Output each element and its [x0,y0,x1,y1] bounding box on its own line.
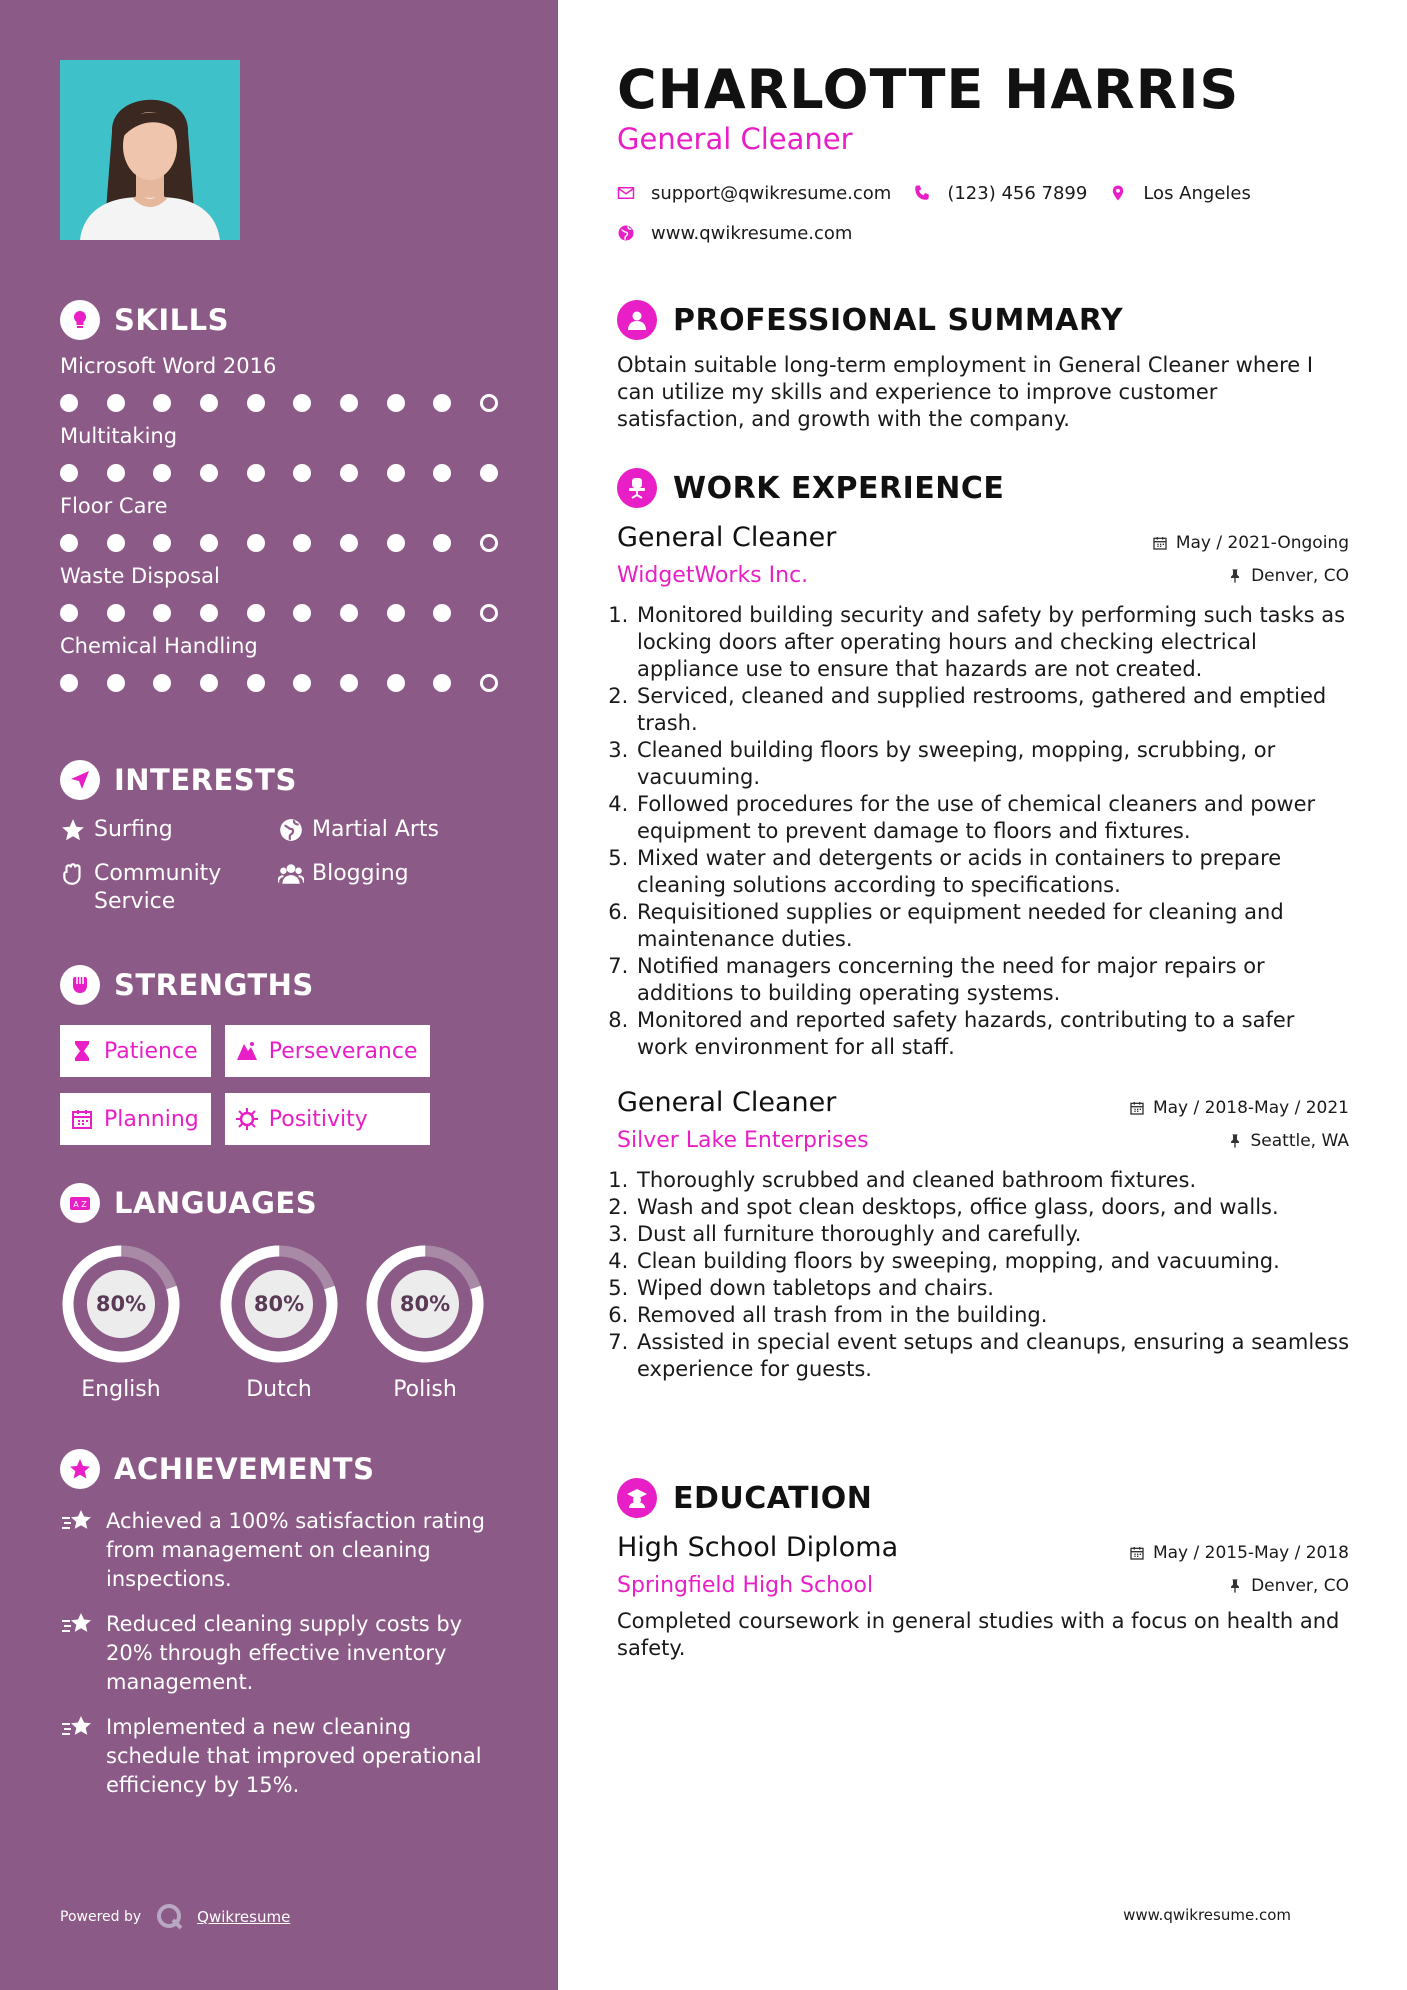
strengths-section [60,963,510,1145]
rating-dot-filled [153,604,171,622]
rating-dot-filled [200,534,218,552]
rating-dot-filled [387,394,405,412]
education-text: Completed coursework in general studies with a focus on health and safety. [617,1609,1340,1660]
rating-dot-filled [433,604,451,622]
duty-item: 8. Monitored and reported safety hazards, contributing to a safer work environment for all staff. [635,1007,1349,1061]
strengths-list [60,1025,510,1145]
achievement-item [60,1713,510,1800]
rating-dot-filled [293,394,311,412]
skill-name: Floor Care [60,494,168,518]
education-location: Denver, CO [1251,1575,1349,1596]
interest-item [60,816,278,844]
pushpin-icon [1227,1133,1243,1149]
skill-name: Waste Disposal [60,564,220,588]
achievement-text: Achieved a 100% satisfaction rating from management on cleaning inspections. [106,1509,485,1591]
duty-item: 6. Removed all trash from in the building. [635,1302,1349,1329]
experience-title: WORK EXPERIENCE [673,470,1005,506]
education-date: May / 2015-May / 2018 [1152,1543,1349,1563]
strength-label: Positivity [268,1106,368,1132]
rating-dot-filled [433,394,451,412]
duty-item: 3. Cleaned building floors by sweeping, mopping, scrubbing, or vacuuming. [635,737,1349,791]
strength-badge [60,1025,211,1077]
calendar-icon [1129,1100,1145,1116]
star-icon [60,817,86,843]
skills-list [60,354,510,692]
languages-title: LANGUAGES [114,1186,318,1220]
rating-dot-filled [60,534,78,552]
language-icon [60,1183,100,1223]
job-entry [617,1087,1349,1383]
job-entry [617,522,1349,1061]
rating-dot-filled [60,674,78,692]
rating-dot-filled [340,534,358,552]
profile-photo [60,60,240,240]
job-title: General Cleaner [617,1087,837,1118]
footer-website[interactable]: www.qwikresume.com [1123,1906,1291,1924]
rating-dot-filled [107,674,125,692]
language-progress-ring [60,1243,182,1365]
calendar-icon [1129,1545,1145,1561]
rating-dot-empty [480,534,498,552]
svg-text:A Z: A Z [73,1200,87,1209]
achievement-item [60,1610,510,1697]
sun-icon [235,1107,259,1131]
interest-label: Surfing [94,817,173,842]
language-name: English [81,1377,161,1402]
sidebar [0,0,558,1990]
location-text: Los Angeles [1143,182,1251,204]
skill-rating [60,674,498,692]
paper-plane-icon [60,760,100,800]
rating-dot-filled [293,604,311,622]
skill-rating [60,464,498,482]
globe-icon [617,224,635,242]
skill-name: Multitaking [60,424,178,448]
rating-dot-filled [153,534,171,552]
pushpin-icon [1227,1578,1243,1594]
skill-name: Chemical Handling [60,634,258,658]
rating-dot-filled [200,674,218,692]
strength-label: Planning [104,1106,199,1132]
star-badge-icon [60,1449,100,1489]
rating-dot-filled [60,394,78,412]
duty-item: 2. Wash and spot clean desktops, office glass, doors, and walls. [635,1194,1349,1221]
language-percent: 80% [399,1292,451,1316]
strengths-title: STRENGTHS [114,968,314,1002]
phone-number[interactable]: (123) 456 7899 [947,182,1088,204]
language-progress-ring [218,1243,340,1365]
hourglass-icon [70,1039,94,1063]
interest-label: Martial Arts [312,817,440,842]
powered-by-label: Powered by [60,1909,142,1925]
summary-section [617,298,1349,433]
strength-label: Patience [104,1038,198,1064]
interests-list [60,816,510,916]
qwikresume-logo-icon [155,1902,185,1932]
skill-name: Microsoft Word 2016 [60,354,277,378]
rating-dot-empty [480,394,498,412]
skill-rating [60,534,498,552]
rating-dot-filled [200,464,218,482]
summary-text: Obtain suitable long-term employment in General Cleaner where I can utilize my skills and experience to improve customer satisfaction, and growth with the company. [617,353,1314,431]
rating-dot-filled [433,674,451,692]
company-name: Silver Lake Enterprises [617,1128,869,1153]
shooting-star-icon [60,1713,94,1743]
calendar-icon [70,1107,94,1131]
rating-dot-filled [107,464,125,482]
achievements-title: ACHIEVEMENTS [114,1452,375,1486]
rating-dot-filled [387,464,405,482]
achievement-text: Reduced cleaning supply costs by 20% through effective inventory management. [106,1612,463,1694]
rating-dot-filled [340,604,358,622]
shooting-star-icon [60,1507,94,1537]
rating-dot-filled [200,604,218,622]
language-item [60,1243,206,1402]
education-section [617,1476,1349,1662]
interests-title: INTERESTS [114,763,297,797]
strength-badge [225,1093,430,1145]
graduate-icon [617,1478,657,1518]
achievement-text: Implemented a new cleaning schedule that improved operational efficiency by 15%. [106,1715,482,1797]
strength-label: Perseverance [268,1038,418,1064]
interest-item [278,860,496,916]
user-icon [617,300,657,340]
experience-section [617,466,1349,1383]
phone-icon [913,184,931,202]
job-date: May / 2018-May / 2021 [1152,1098,1349,1118]
rating-dot-filled [293,674,311,692]
office-chair-icon [617,468,657,508]
duty-item: 5. Wiped down tabletops and chairs. [635,1275,1349,1302]
rating-dot-filled [340,674,358,692]
candidate-role: General Cleaner [617,122,853,156]
rating-dot-filled [153,464,171,482]
rating-dot-filled [340,394,358,412]
email-link[interactable]: support@qwikresume.com [651,182,892,204]
shooting-star-icon [60,1610,94,1640]
strength-badge [225,1025,430,1077]
duty-item: 6. Requisitioned supplies or equipment needed for cleaning and maintenance duties. [635,899,1349,953]
skill-rating [60,604,498,622]
rating-dot-filled [153,674,171,692]
rating-dot-filled [200,394,218,412]
pushpin-icon [1227,568,1243,584]
duty-item: 5. Mixed water and detergents or acids in containers to prepare cleaning solutions according to specifications. [635,845,1349,899]
rating-dot-filled [387,604,405,622]
powered-by [60,1902,290,1932]
interest-label: Community Service [94,861,222,914]
duty-item: 7. Notified managers concerning the need for major repairs or additions to building operating systems. [635,953,1349,1007]
achievements-section [60,1447,510,1816]
globe-icon [278,817,304,843]
hand-icon [60,861,86,887]
strength-badge [60,1093,211,1145]
job-location: Seattle, WA [1250,1130,1349,1151]
rating-dot-filled [433,534,451,552]
qwikresume-link[interactable]: Qwikresume [197,1908,291,1926]
rating-dot-filled [247,604,265,622]
candidate-name: CHARLOTTE HARRIS [617,58,1240,121]
skills-section [60,298,510,692]
rating-dot-filled [387,534,405,552]
interest-item [60,860,278,916]
website-link[interactable]: www.qwikresume.com [651,222,853,244]
rating-dot-empty [480,674,498,692]
language-name: Polish [393,1377,457,1402]
duty-item: 1. Monitored building security and safety by performing such tasks as locking doors after operating hours and checking electrical appliance use to ensure that hazards are not created. [635,602,1349,683]
achievements-list [60,1507,510,1800]
duty-item: 7. Assisted in special event setups and cleanups, ensuring a seamless experience for guests. [635,1329,1349,1383]
company-name: WidgetWorks Inc. [617,563,809,588]
job-duties [617,1167,1349,1383]
education-title: EDUCATION [673,1480,873,1516]
achievement-item [60,1507,510,1594]
languages-section [60,1181,510,1402]
rating-dot-empty [480,604,498,622]
lightbulb-icon [60,300,100,340]
rating-dot-filled [433,464,451,482]
jobs-list [617,522,1349,1383]
calendar-icon [1152,535,1168,551]
language-name: Dutch [246,1377,312,1402]
job-location: Denver, CO [1251,565,1349,586]
rating-dot-filled [153,394,171,412]
duty-item: 4. Clean building floors by sweeping, mopping, and vacuuming. [635,1248,1349,1275]
languages-list [60,1243,510,1402]
job-duties [617,602,1349,1061]
language-item [352,1243,498,1402]
language-item [206,1243,352,1402]
interest-item [278,816,496,844]
rating-dot-filled [247,464,265,482]
interest-label: Blogging [312,861,409,886]
duty-item: 4. Followed procedures for the use of chemical cleaners and power equipment to prevent damage to floors and fixtures. [635,791,1349,845]
rating-dot-filled [60,604,78,622]
rating-dot-filled [247,674,265,692]
rating-dot-filled [247,394,265,412]
rating-dot-filled [247,534,265,552]
envelope-icon [617,184,635,202]
rating-dot-filled [340,464,358,482]
school-name: Springfield High School [617,1573,874,1598]
mountain-icon [235,1039,259,1063]
interests-section [60,758,510,916]
rating-dot-filled [107,534,125,552]
duty-item: 2. Serviced, cleaned and supplied restrooms, gathered and emptied trash. [635,683,1349,737]
location-pin-icon [1109,184,1127,202]
skill-rating [60,394,498,412]
rating-dot-filled [293,464,311,482]
skills-title: SKILLS [114,303,229,337]
fist-icon [60,965,100,1005]
duty-item: 1. Thoroughly scrubbed and cleaned bathroom fixtures. [635,1167,1349,1194]
contact-info [617,178,1273,258]
language-progress-ring [364,1243,486,1365]
language-percent: 80% [95,1292,147,1316]
language-percent: 80% [253,1292,305,1316]
rating-dot-filled [293,534,311,552]
summary-title: PROFESSIONAL SUMMARY [673,302,1124,338]
job-date: May / 2021-Ongoing [1175,533,1349,553]
rating-dot-filled [107,604,125,622]
rating-dot-filled [387,674,405,692]
job-title: General Cleaner [617,522,837,553]
degree-title: High School Diploma [617,1532,899,1563]
rating-dot-filled [60,464,78,482]
rating-dot-filled [480,464,498,482]
duty-item: 3. Dust all furniture thoroughly and carefully. [635,1221,1349,1248]
users-icon [278,861,304,887]
rating-dot-filled [107,394,125,412]
